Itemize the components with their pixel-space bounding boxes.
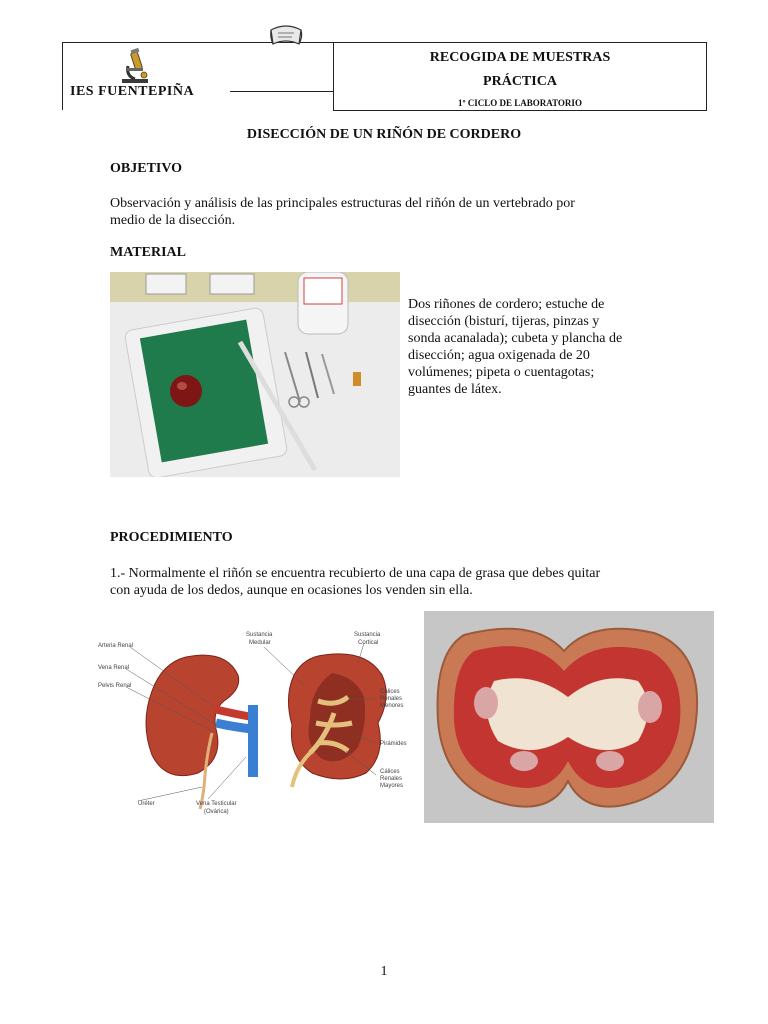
material-text-line5: volúmenes; pipeta o cuentagotas; [408,365,595,380]
label-sustancia-medular: Sustancia [246,632,273,638]
document-title: DISECCIÓN DE UN RIÑÓN DE CORDERO [246,127,522,142]
material-photo [110,272,400,477]
page-number: 1 [380,964,388,979]
label-pelvis-renal: Pelvis Renal [98,683,132,689]
header-underline [230,91,334,92]
label-calices-mayores-3: Mayores [380,783,404,789]
section-heading-objetivo: OBJETIVO [110,161,183,176]
material-text-line3: sonda acanalada); cubeta y plancha de [408,331,623,346]
header-border-right-top [333,42,706,43]
label-arteria-renal: Arteria Renal [98,643,134,649]
label-calices-mayores-2: Renales [380,776,403,782]
label-ureter: Uréter [138,801,155,807]
label-calices-menores-3: Menores [380,703,404,709]
objetivo-text-line2: medio de la disección. [110,213,236,228]
label-medular: Medular [249,640,271,646]
material-text-line6: guantes de látex. [408,382,502,397]
label-sustancia-cortical: Sustancia [354,632,381,638]
microscope-icon [118,48,152,84]
header-subtitle: PRÁCTICA [483,74,557,89]
material-text-line1: Dos riñones de cordero; estuche de [408,297,605,312]
procedimiento-text-line2: con ayuda de los dedos, aunque en ocasiones los venden sin ella. [110,583,473,598]
label-vena-ovarica: (Ovárica) [204,809,229,815]
label-calices-mayores-1: Cálices [380,769,400,775]
scroll-icon [268,24,304,48]
label-calices-menores-2: Renales [380,696,403,702]
label-cortical: Cortical [358,640,379,646]
label-piramides: Pirámides [380,741,407,747]
procedimiento-text-line1: 1.- Normalmente el riñón se encuentra recubierto de una capa de grasa que debes quitar [110,566,601,581]
material-text-line4: disección; agua oxigenada de 20 [408,348,590,363]
header-border-left [62,42,63,110]
section-heading-material: MATERIAL [110,245,186,260]
label-vena-renal: Vena Renal [98,665,130,671]
section-heading-procedimiento: PROCEDIMIENTO [110,530,233,545]
label-calices-menores-1: Cálices [380,689,400,695]
school-name: IES FUENTEPIÑA [70,84,195,99]
label-vena-testicular: Vena Testicular [196,801,237,807]
kidney-diagram [96,627,414,819]
header-border-bottom [333,110,707,111]
header-title: RECOGIDA DE MUESTRAS [429,50,611,65]
header-cycle: 1º CICLO DE LABORATORIO [458,98,582,108]
header-border-right [706,42,707,110]
material-text-line2: disección (bisturí, tijeras, pinzas y [408,314,600,329]
objetivo-text-line1: Observación y análisis de las principales estructuras del riñón de un vertebrado por [110,196,575,211]
dissected-kidney-photo [424,611,714,823]
